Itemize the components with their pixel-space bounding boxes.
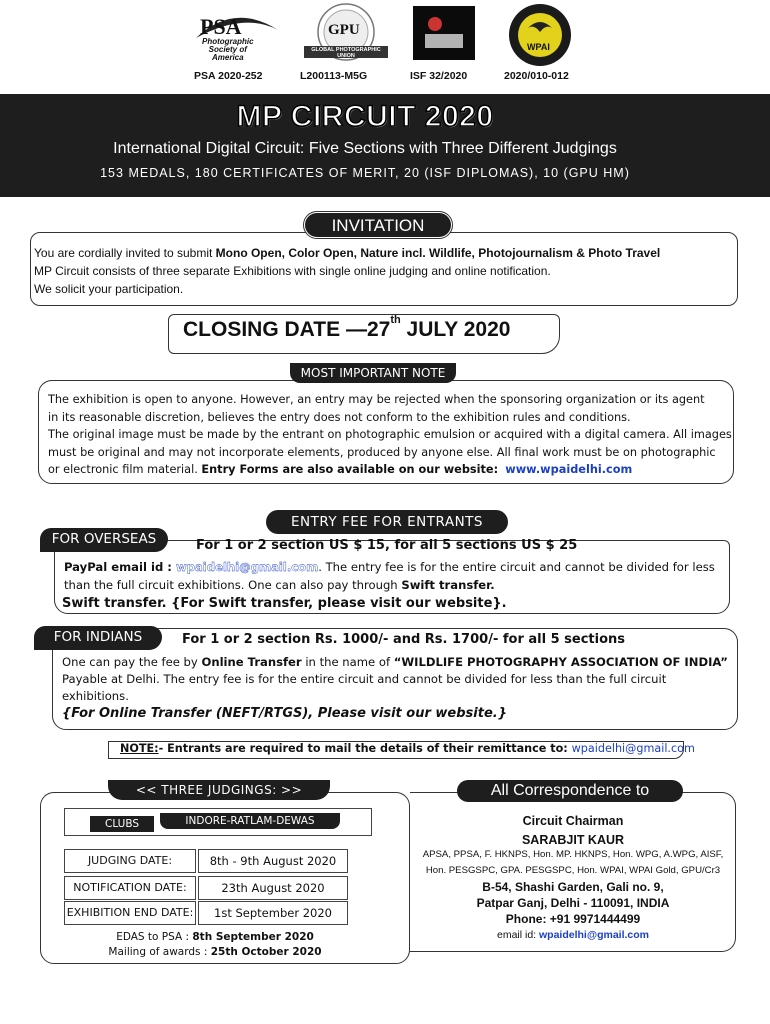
psa-name: PSA: [200, 14, 242, 39]
page-title: MP CIRCUIT 2020: [236, 100, 494, 133]
gpu-code: L200113-M5G: [300, 70, 368, 82]
exhibition-end-value: 1st September 2020: [198, 901, 348, 925]
correspondence-label: All Correspondence to: [457, 780, 683, 802]
paypal-email-link[interactable]: wpaidelhi@gmail.com: [175, 560, 319, 574]
wpai-seal-icon: [500, 2, 580, 68]
invitation-text: You are cordially invited to submit Mono Open, Color Open, Nature incl. Wildlife, Photojournalism & Photo Travel MP Circuit consists of three separate Exhibitions with single online judging and online notification. We solicit your participation.: [34, 246, 661, 296]
address-line-1: B-54, Shashi Garden, Gali no. 9,: [482, 880, 664, 894]
wpai-name: WPAI: [527, 42, 550, 52]
important-note-label: MOST IMPORTANT NOTE: [290, 363, 456, 383]
entry-fee-label: ENTRY FEE FOR ENTRANTS: [266, 510, 508, 534]
website-link[interactable]: www.wpaidelhi.com: [505, 463, 633, 477]
notification-date-label: NOTIFICATION DATE:: [64, 876, 196, 900]
indians-fee: For 1 or 2 section Rs. 1000/- and Rs. 1700/- for all 5 sections: [182, 632, 626, 647]
chairman-honors-1: APSA, PPSA, F. HKNPS, Hon. MP. HKNPS, Hon. WPG, A.WPG, AISF,: [422, 849, 724, 860]
gpu-name: GPU: [328, 22, 360, 38]
isf-logo: [413, 6, 475, 60]
judgings-label: << THREE JUDGINGS: >>: [108, 780, 330, 800]
overseas-fee: For 1 or 2 section US $ 15, for all 5 sections US $ 25: [196, 538, 578, 553]
page-subtitle: International Digital Circuit: Five Sections with Three Different Judgings: [113, 140, 617, 157]
psa-logo: [194, 8, 280, 66]
swift-transfer-note: Swift transfer. {For Swift transfer, please visit our website}.: [62, 596, 507, 611]
indians-text: One can pay the fee by Online Transfer in the name of “WILDLIFE PHOTOGRAPHY ASSOCIATION OF INDIA” Payable at Delhi. The entry fee is for the entire circuit and cannot be divided for less than the full circuit exhibitions.: [62, 655, 728, 703]
psa-line2: Society of: [208, 45, 247, 54]
gpu-logo: [300, 2, 392, 66]
exhibition-end-label: EXHIBITION END DATE:: [64, 901, 196, 925]
indians-label: FOR INDIANS: [34, 626, 162, 650]
isf-logo-icon: [413, 6, 475, 60]
remittance-note: NOTE:- Entrants are required to mail the details of their remittance to: wpaidelhi@gmail.com: [120, 742, 695, 755]
important-note-text: The exhibition is open to anyone. However, an entry may be rejected when the sponsoring organization or its agent in its reasonable discretion, believes the entry does not conform to the exhibition rules and conditions. The original image must be made by the entrant on photographic emulsion or acquired with a digital camera. All images must be original and may not incorporate elements, produced by anyone else. All final work must be on photographic or electronic film material. Entry Forms are also available on our website: www.wpaidelhi.com: [48, 393, 732, 477]
closing-date: CLOSING DATE —27th JULY 2020: [183, 314, 511, 341]
gpu-sub: GLOBAL PHOTOGRAPHIC UNION: [311, 47, 381, 59]
correspondence-email-link[interactable]: wpaidelhi@gmail.com: [539, 929, 650, 941]
isf-code: ISF 32/2020: [410, 70, 468, 82]
notification-date-value: 23th August 2020: [198, 876, 348, 900]
address-line-2: Patpar Ganj, Delhi - 110091, INDIA: [476, 896, 670, 910]
overseas-text: PayPal email id : wpaidelhi@gmail.com. The entry fee is for the entire circuit and cannot be divided for less than the full circuit exhibitions. One can also pay through Swift transfer.: [64, 560, 715, 592]
wpai-code: 2020/010-012: [504, 70, 569, 82]
chairman-role: Circuit Chairman: [522, 814, 624, 828]
overseas-label: FOR OVERSEAS: [40, 528, 168, 552]
clubs-label: CLUBS: [90, 816, 154, 832]
psa-code: PSA 2020-252: [194, 70, 263, 82]
chairman-honors-2: Hon. PESGSPC, GPA. PESGSPC, Hon. WPAI, WPAI Gold, GPU/Cr3: [425, 865, 721, 876]
clubs-value: INDORE-RATLAM-DEWAS: [160, 813, 340, 829]
invitation-label: INVITATION: [304, 212, 452, 238]
online-transfer-note: {For Online Transfer (NEFT/RTGS), Please visit our website.}: [62, 706, 507, 721]
wpai-logo: [500, 2, 580, 68]
psa-line3: America: [211, 53, 244, 62]
awards-summary: 153 MEDALS, 180 CERTIFICATES OF MERIT, 20 (ISF DIPLOMAS), 10 (GPU HM): [100, 166, 630, 180]
remittance-email-link[interactable]: wpaidelhi@gmail.com: [571, 742, 695, 755]
judging-date-value: 8th - 9th August 2020: [198, 849, 348, 873]
edas-mailing: EDAS to PSA : 8th September 2020 Mailing of awards : 25th October 2020: [108, 931, 322, 958]
chairman-name: SARABJIT KAUR: [521, 833, 625, 847]
judging-date-label: JUDGING DATE:: [64, 849, 196, 873]
correspondence-email: email id: wpaidelhi@gmail.com: [496, 929, 650, 941]
psa-line1: Photographic: [202, 37, 254, 46]
sections-list: Mono Open, Color Open, Nature incl. Wildlife, Photojournalism & Photo Travel: [215, 246, 661, 260]
phone: Phone: +91 9971444499: [505, 912, 641, 926]
